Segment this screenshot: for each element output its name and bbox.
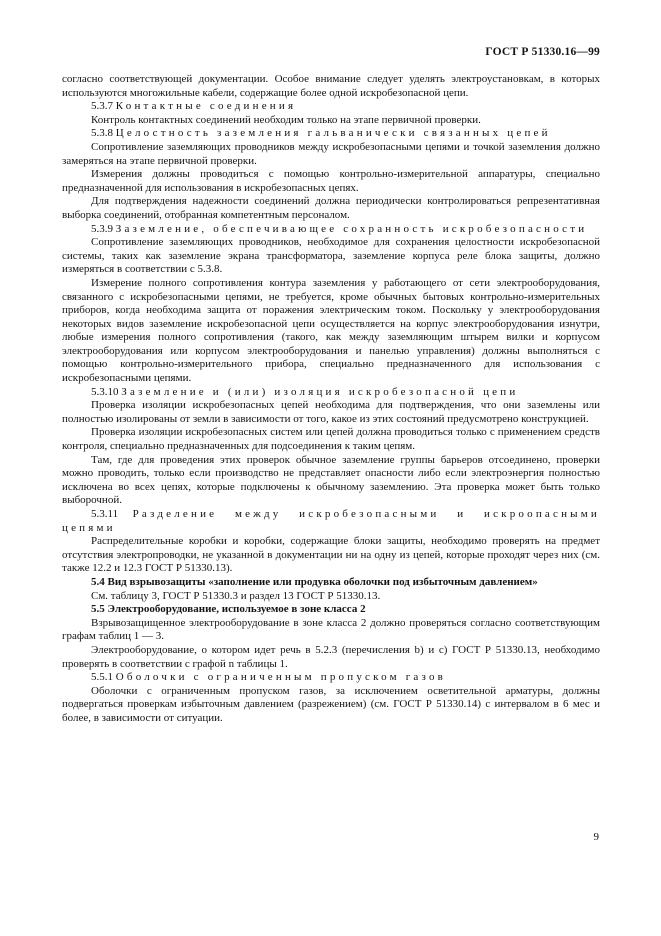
section-number: 5.3.7 <box>91 100 113 113</box>
section-title: Заземление и (или) изоляция искробезопасной цепи <box>121 385 519 398</box>
document-code-header: ГОСТ Р 51330.16—99 <box>485 46 600 58</box>
paragraph-text: См. таблицу 3, ГОСТ Р 51330.3 и раздел 13 ГОСТ Р 51330.13. <box>91 589 381 602</box>
section-title: Электрооборудование, используемое в зоне класса 2 <box>107 603 366 616</box>
paragraph-text: Измерение полного сопротивления контура заземления у работающего от сети электрооборудования, связанного с искробезопасными цепями, не требуется, кроме обычных бытовых контрольно-измерительных приборов, когда необходима защита от поражения электрическим током. Поскольку у электрооборудования некоторых видов заземление искробезопасной цепи осуществляется на корпус электрооборудования изнутри, любые измерения полного сопротивления (такого, как между заземляющим штырем вилки и корпусом электрооборудования или корпусом электрооборудования и панелью управления) должны выполняться с помощью контрольно-измерительного прибора, специально предназначенного для использования с искробезопасными цепями. <box>62 276 600 385</box>
paragraph-text: Там, где для проведения этих проверок обычное заземление группы барьеров отсоединено, проверки можно проводить, только если производство не представляет опасности либо если электроэнергия полностью исключена во всех цепях, которые подключены к обычному заземлению. Эта проверка может быть только выборочной. <box>62 453 600 507</box>
body-paragraph <box>62 454 600 508</box>
section-number: 5.5.1 <box>91 671 113 684</box>
section-title: Вид взрывозащиты «заполнение или продувка оболочки под избыточным давлением» <box>107 575 538 588</box>
body-paragraph <box>62 535 600 576</box>
body-paragraph <box>62 685 600 726</box>
body-paragraph <box>62 73 600 100</box>
section-title: Целостность заземления гальванически связанных цепей <box>115 127 551 140</box>
subsection-heading <box>62 100 600 114</box>
paragraph-text: Оболочки с ограниченным пропуском газов, за исключением осветительной арматуры, должны подвергаться проверкам избыточным давлением (разрежением) (см. ГОСТ Р 51330.14) с интервалом в 6 мес и более, в зависимости от ситуации. <box>62 684 600 724</box>
section-title: Заземление, обеспечивающее сохранность искробезопасности <box>115 222 588 235</box>
body-paragraph <box>62 590 600 604</box>
paragraph-text: Проверка изоляции искробезопасных цепей необходима для подтверждения, что они заземлены или полностью изолированы от земли в зависимости от того, какое из этих состояний предусмотрено конструкцией. <box>62 399 600 425</box>
paragraph-text: Контроль контактных соединений необходим только на этапе первичной проверки. <box>91 113 481 126</box>
paragraph-text: Проверка изоляции искробезопасных систем или цепей должна проводиться только с применением средств контроля, специально предназначенных для подсоединения к таким цепям. <box>62 426 600 453</box>
section-heading <box>62 576 600 590</box>
section-number: 5.3.10 <box>91 385 119 398</box>
subsection-heading <box>62 671 600 685</box>
section-title: Оболочки с ограниченным пропуском газов <box>115 671 447 684</box>
paragraph-text: согласно соответствующей документации. Особое внимание следует уделять электроустановкам, в которых используются многожильные кабели, содержащие более одной искробезопасной цепи. <box>62 73 600 99</box>
section-heading <box>62 603 600 617</box>
subsection-heading <box>62 386 600 400</box>
body-paragraph <box>62 617 600 644</box>
paragraph-text: Взрывозащищенное электрооборудование в зоне класса 2 должно проверяться согласно соответствующим графам таблиц 1 — 3. <box>62 616 600 643</box>
section-number: 5.3.11 <box>91 508 119 520</box>
paragraph-text: Измерения должны проводиться с помощью контрольно-измерительной аппаратуры, специально предназначенной для использования в искробезопасных цепях. <box>62 168 600 194</box>
body-paragraph <box>62 399 600 426</box>
document-body <box>62 73 600 726</box>
section-number: 5.4 <box>91 575 105 588</box>
body-paragraph <box>62 168 600 195</box>
paragraph-text: Для подтверждения надежности соединений должна периодически контролироваться репрезентативная выборка соединений, отобранная компетентным персоналом. <box>62 195 600 221</box>
section-number: 5.3.9 <box>91 222 113 235</box>
page-number: 9 <box>593 831 599 843</box>
body-paragraph <box>62 141 600 168</box>
subsection-heading <box>62 508 600 535</box>
body-paragraph <box>62 277 600 386</box>
body-paragraph <box>62 426 600 453</box>
body-paragraph <box>62 195 600 222</box>
body-paragraph <box>62 114 600 128</box>
body-paragraph <box>62 236 600 277</box>
section-number: 5.3.8 <box>91 127 113 140</box>
paragraph-text: Сопротивление заземляющих проводников, необходимое для сохранения целостности искробезопасной системы, таких как заземление экрана трансформатора, заземление корпуса реле блока защиты, должно измеряться в соответствии с 5.3.8. <box>62 236 600 276</box>
body-paragraph <box>62 644 600 671</box>
subsection-heading <box>62 127 600 141</box>
section-title: Разделение между искробезопасными и искроопасными цепями <box>62 508 600 534</box>
paragraph-text: Распределительные коробки и коробки, содержащие блоки защиты, необходимо проверять на предмет отсутствия электропроводки, не указанной в документации ни на одну из цепей, которые проходят через них (см. также 12.2 и 12.3 ГОСТ Р 51330.13). <box>62 535 600 575</box>
paragraph-text: Сопротивление заземляющих проводников между искробезопасными цепями и точкой заземления должно замеряться на этапе первичной проверки. <box>62 140 600 167</box>
subsection-heading <box>62 223 600 237</box>
paragraph-text: Электрооборудование, о котором идет речь в 5.2.3 (перечисления b) и c) ГОСТ Р 51330.13, необходимо проверять в соответствии с графой n таблицы 1. <box>62 643 600 670</box>
section-number: 5.5 <box>91 603 105 616</box>
section-title: Контактные соединения <box>115 100 297 113</box>
